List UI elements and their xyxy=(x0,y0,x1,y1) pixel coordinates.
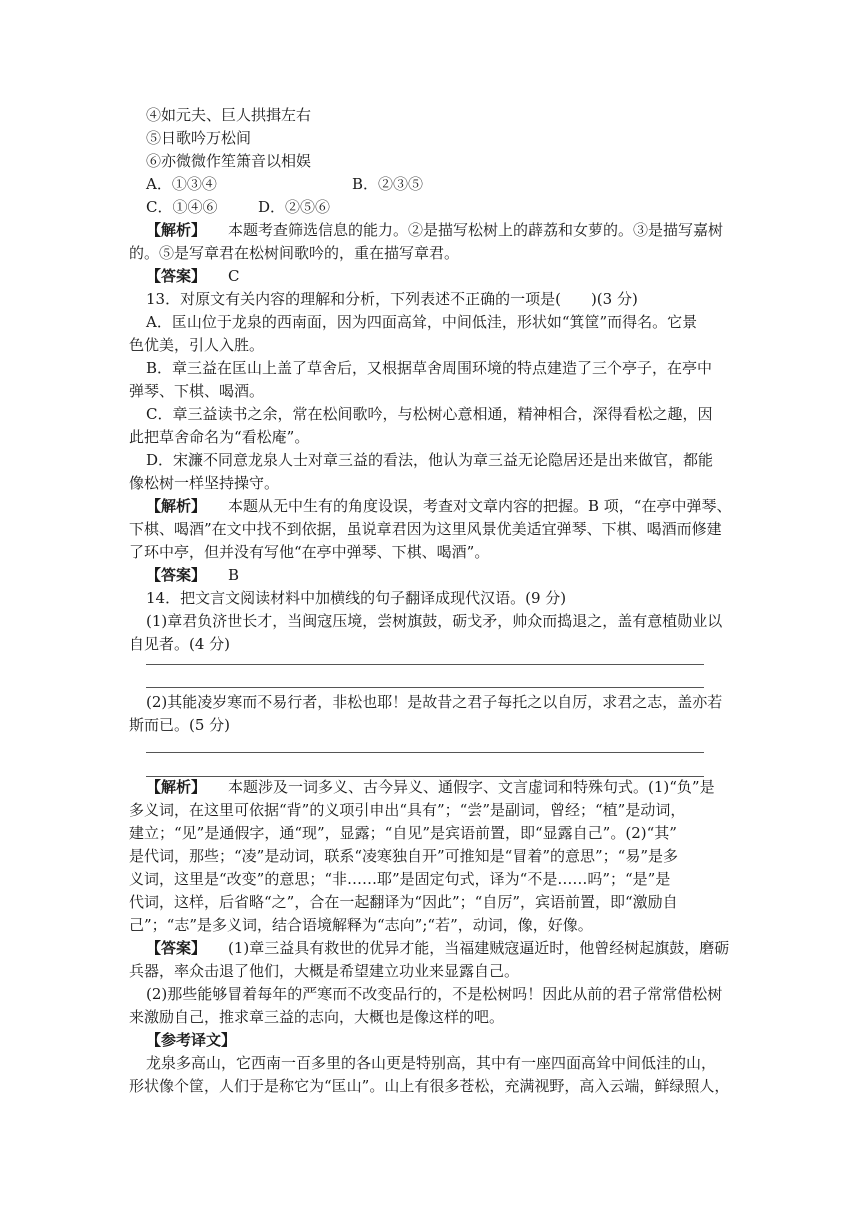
choice-d: D．②⑤⑥ xyxy=(258,198,331,216)
analysis-line xyxy=(146,776,715,798)
answer-line: 来激励自己，推求章三益的志向，大概也是像这样的吧。 xyxy=(129,1008,505,1026)
analysis-line: 义词，这里是“改变”的意思；“非……耶”是固定句式，译为“不是……吗”；“是”是 xyxy=(129,870,671,888)
analysis-line: 下棋、喝酒”在文中找不到依据，虽说章君因为这里风景优美适宜弹琴、下棋、喝酒而修建 xyxy=(129,520,722,538)
option-6: ⑥亦微微作笙箫音以相娱 xyxy=(146,152,312,170)
q13-option-a: A．匡山位于龙泉的西南面，因为四面高耸，中间低洼，形状如“箕筐”而得名。它景 xyxy=(146,313,698,331)
answer-blank-line xyxy=(146,752,704,753)
analysis-line: 己”；“志”是多义词，结合语境解释为“志向”;“若”，动词，像，好像。 xyxy=(129,916,593,934)
analysis-tag: 【解析】 xyxy=(146,497,207,515)
sentence-1: (1)章君负济世长才，当闽寇压境，尝树旗鼓，砺戈矛，帅众而捣退之，盖有意植勋业以 xyxy=(146,612,723,630)
answer-text: C xyxy=(228,267,240,285)
answer-tag: 【答案】 xyxy=(146,939,207,957)
answer-line xyxy=(146,937,729,959)
analysis-tag: 【解析】 xyxy=(146,221,207,239)
answer-tag: 【答案】 xyxy=(146,267,207,285)
answer-line: 兵器，率众击退了他们，大概是希望建立功业来显露自己。 xyxy=(129,962,520,980)
analysis-line: 多义词，在这里可依据“背”的义项引申出“具有”；“尝”是副词，曾经；“植”是动词， xyxy=(129,801,686,819)
sentence-2-cont: 斯而已。(5 分) xyxy=(129,716,231,734)
q13-option-d: D．宋濂不同意龙泉人士对章三益的看法，他认为章三益无论隐居还是出来做官，都能 xyxy=(146,451,714,469)
q13-option-d-cont: 像松树一样坚持操守。 xyxy=(129,474,280,492)
answer-line xyxy=(146,265,240,287)
analysis-line: 了环中亭，但并没有写他“在亭中弹琴、下棋、喝酒”。 xyxy=(129,543,490,561)
analysis-tag: 【解析】 xyxy=(146,778,207,796)
translation-heading: 【参考译文】 xyxy=(146,1031,237,1049)
option-5: ⑤日歌吟万松间 xyxy=(146,129,252,147)
sentence-1-cont: 自见者。(4 分) xyxy=(129,635,231,653)
answer-text: B xyxy=(228,566,240,584)
answer-line: (2)那些能够冒着每年的严寒而不改变品行的，不是松树吗！因此从前的君子常常借松树 xyxy=(146,985,723,1003)
analysis-line: 是代词，那些；“凌”是动词，联系“凌寒独自开”可推知是“冒着”的意思”；“易”是多 xyxy=(129,847,679,865)
choice-a: A．①③④ xyxy=(146,175,217,193)
translation-line: 龙泉多高山，它西南一百多里的各山更是特别高，其中有一座四面高耸中间低洼的山， xyxy=(146,1054,717,1072)
q13-option-a-cont: 色优美，引人入胜。 xyxy=(129,336,265,354)
answer-text: (1)章三益具有救世的优异才能，当福建贼寇逼近时，他曾经树起旗鼓，磨砺 xyxy=(228,939,730,957)
q13-option-b-cont: 弹琴、下棋、喝酒。 xyxy=(129,382,265,400)
answer-tag: 【答案】 xyxy=(146,566,207,584)
analysis-line: 的。⑤是写章君在松树间歌吟的，重在描写章君。 xyxy=(129,244,460,262)
analysis-text: 本题涉及一词多义、古今异义、通假字、文言虚词和特殊句式。(1)“负”是 xyxy=(228,778,715,796)
question-13-stem: 13．对原文有关内容的理解和分析，下列表述不正确的一项是( )(3 分) xyxy=(146,290,638,308)
analysis-line xyxy=(146,219,723,241)
analysis-line: 代词，这样，后省略“之”，合在一起翻译为“因此”；“自厉”，宾语前置，即“激励自 xyxy=(129,893,678,911)
q13-option-b: B．章三益在匡山上盖了草舍后，又根据草舍周围环境的特点建造了三个亭子，在亭中 xyxy=(146,359,713,377)
analysis-line: 建立；“见”是通假字，通“现”，显露；“自见”是宾语前置，即“显露自己”。(2)“其” xyxy=(129,824,677,842)
choice-b: B．②③⑤ xyxy=(352,175,424,193)
q13-option-c: C．章三益读书之余，常在松间歌吟，与松树心意相通，精神相合，深得看松之趣，因 xyxy=(146,405,713,423)
answer-blank-line xyxy=(146,687,704,688)
translation-line: 形状像个筐，人们于是称它为“匡山”。山上有很多苍松，充满视野，高入云端，鲜绿照人， xyxy=(129,1077,730,1095)
analysis-text: 本题考查筛选信息的能力。②是描写松树上的薜荔和女萝的。③是描写嘉树 xyxy=(228,221,724,239)
answer-blank-line xyxy=(146,664,704,665)
analysis-line xyxy=(146,495,731,517)
choice-c: C．①④⑥ xyxy=(146,198,218,216)
question-14-stem: 14．把文言文阅读材料中加横线的句子翻译成现代汉语。(9 分) xyxy=(146,589,567,607)
q13-option-c-cont: 此把草舍命名为“看松庵”。 xyxy=(129,428,310,446)
sentence-2: (2)其能凌岁寒而不易行者，非松也耶！是故昔之君子每托之以自厉，求君之志，盖亦若 xyxy=(146,693,723,711)
answer-line xyxy=(146,564,239,586)
analysis-text: 本题从无中生有的角度设误，考查对文章内容的把握。B 项，“在亭中弹琴、 xyxy=(228,497,732,515)
option-4: ④如元夫、巨人拱揖左右 xyxy=(146,106,312,124)
